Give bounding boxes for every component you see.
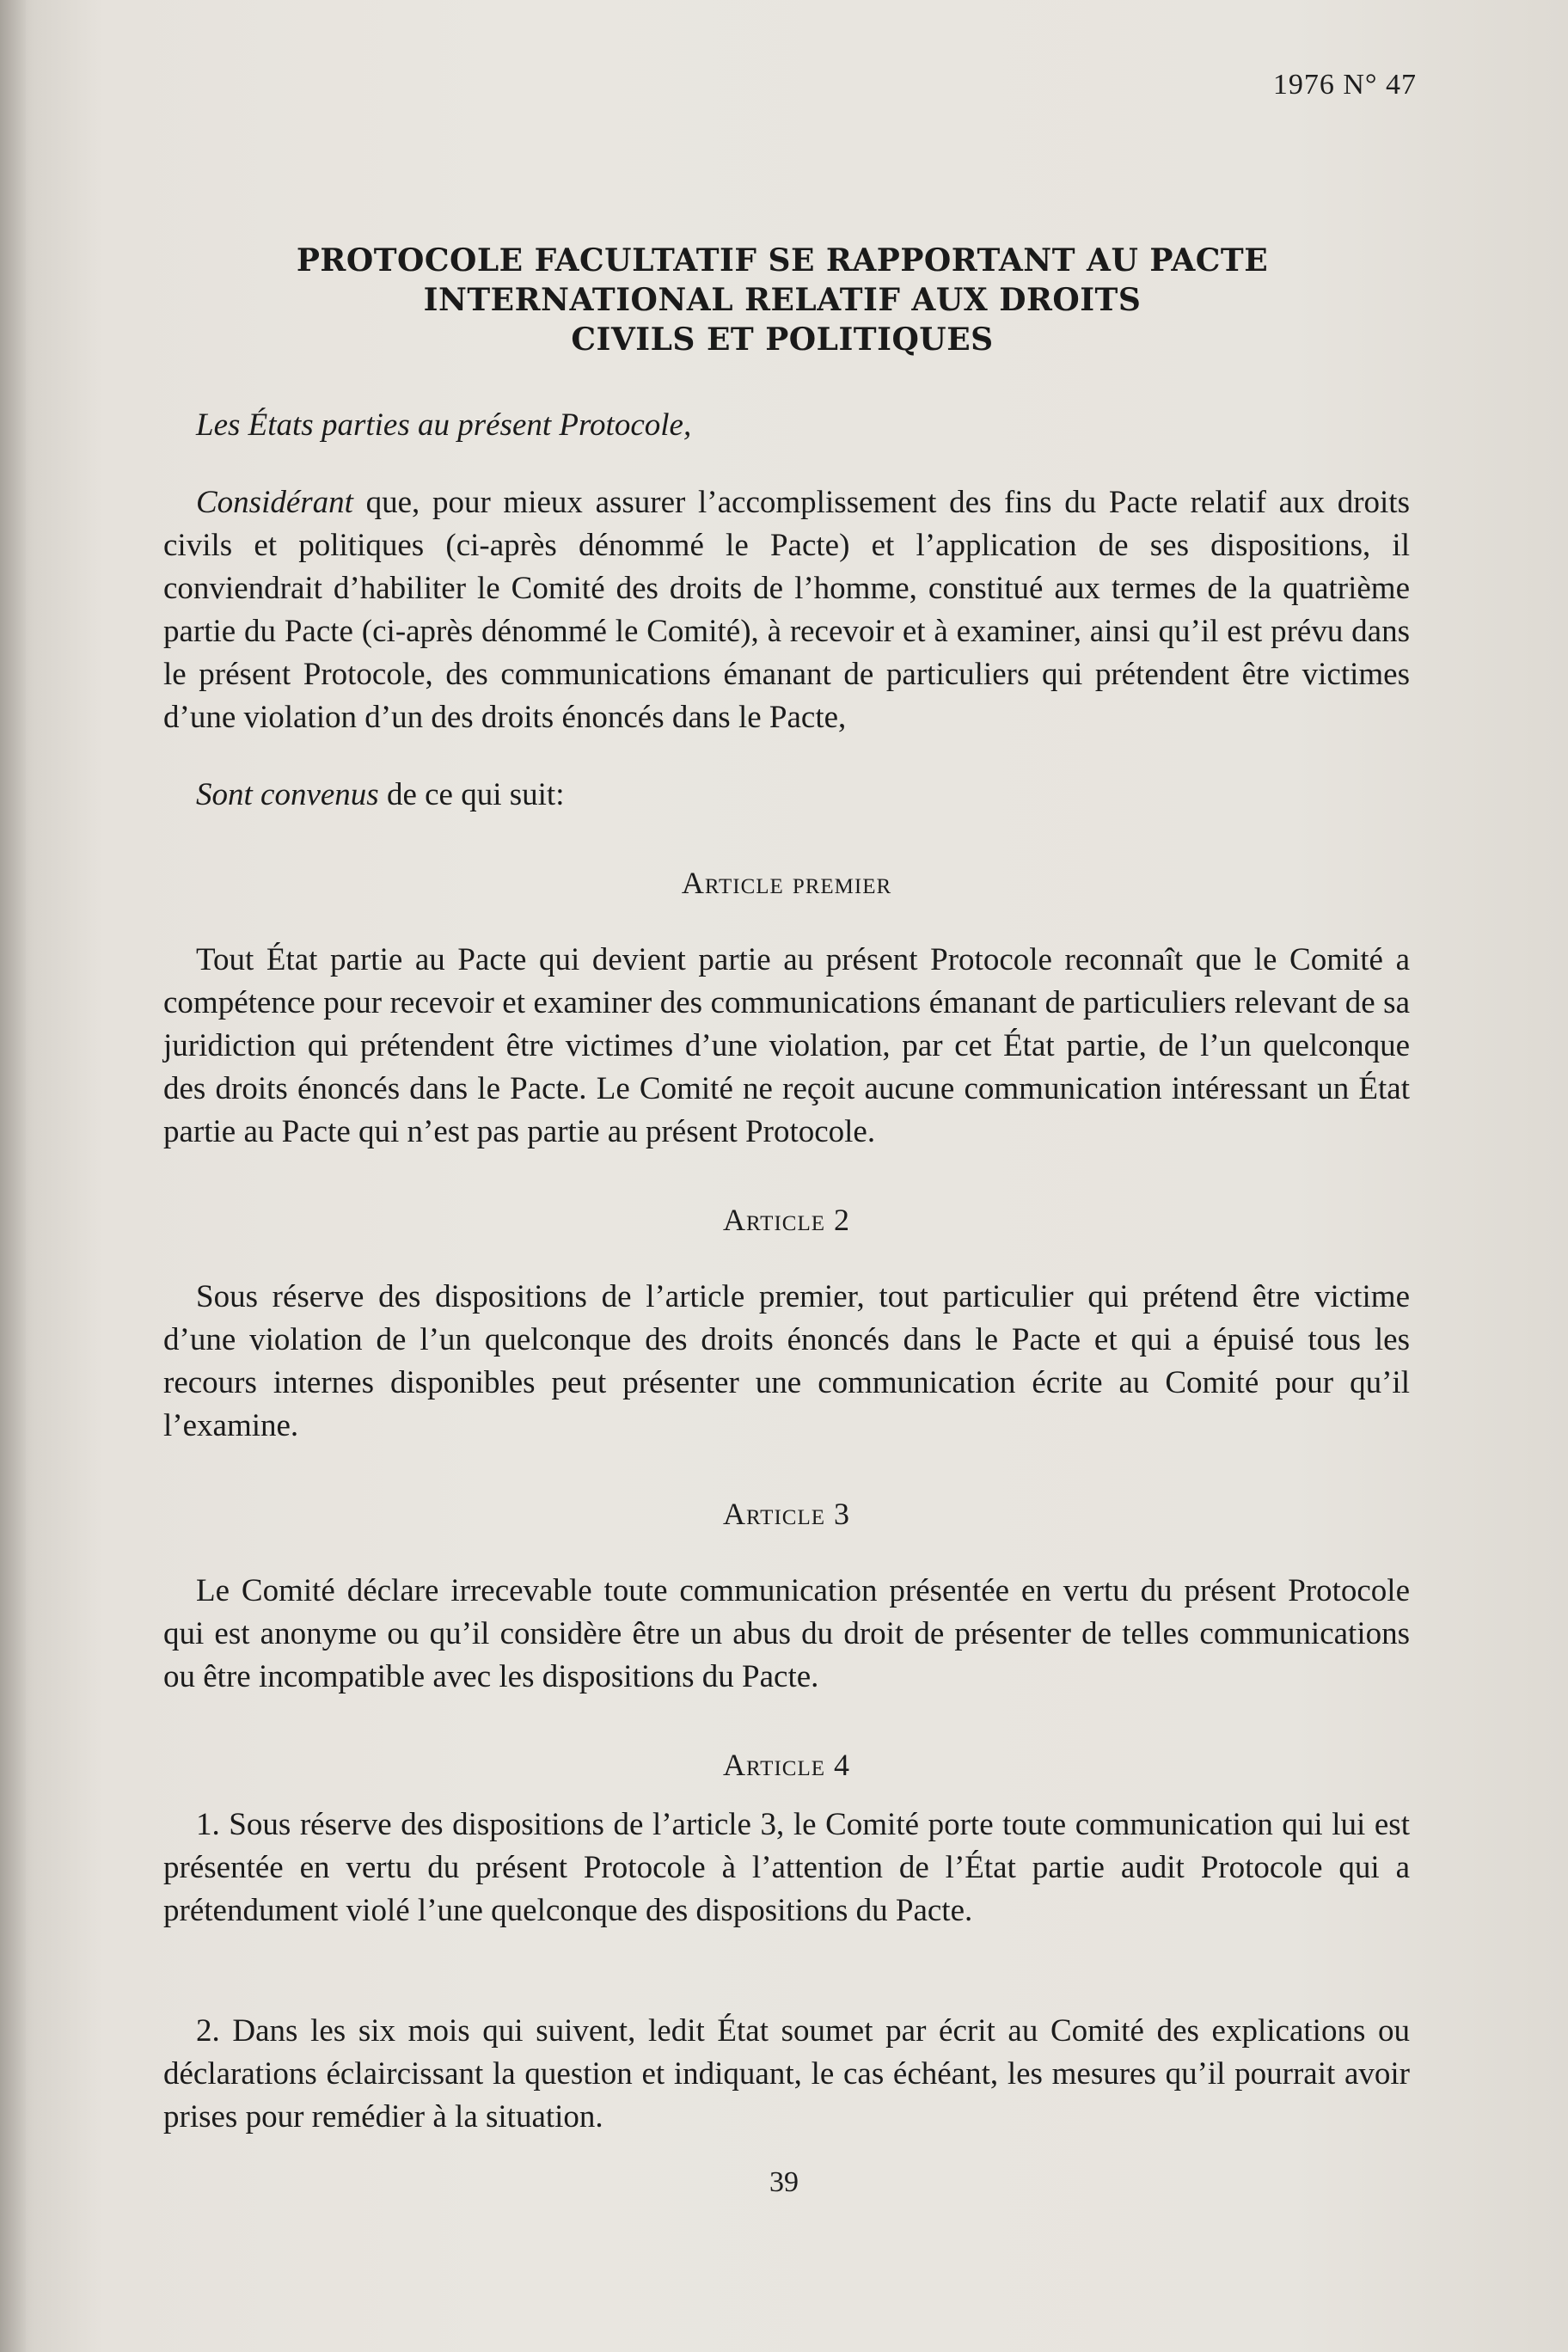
- title-line-3: CIVILS ET POLITIQUES: [571, 322, 994, 358]
- page-number: 39: [769, 2166, 799, 2198]
- considerant-lead: Considérant: [196, 485, 353, 520]
- article-1-text: Tout État partie au Pacte qui devient partie au présent Protocole reconnaît que le Comité a compétence pour recevoir et examiner des communications émanant de particuliers relevant de sa juridiction qui prétendent être victimes d’une violation, par cet État partie, de l’un quelconque des droits énoncés dans le Pacte. Le Comité ne reçoit aucune communication intéressant un État partie au Pacte qui n’est pas partie au présent Protocole.: [163, 942, 1410, 1149]
- article-4-heading: Article 4: [723, 1748, 850, 1782]
- article-1-heading: Article premier: [681, 866, 892, 900]
- article-4-paragraph-1: 1. Sous réserve des dispositions de l’article 3, le Comité porte toute communication qui lui est présentée en vertu du présent Protocole à l’attention de l’État partie audit Protocole qui a prétendument violé l’une quelconque des dispositions du Pacte.: [163, 1807, 1410, 1928]
- article-3-heading: Article 3: [723, 1497, 850, 1531]
- book-spine-shadow: [0, 0, 26, 2352]
- considerant-text: que, pour mieux assurer l’accomplissement des fins du Pacte relatif aux droits civils et politiques (ci-après dénommé le Pacte) et l’application de ses dispositions, il conviendrait d’habiliter le Comité des droits de l’homme, constitué aux termes de la quatrième partie du Pacte (ci-après dénommé le Comité), à recevoir et à examiner, ainsi qu’il est prévu dans le présent Protocole, des communications émanant de particuliers qui prétendent être victimes d’une violation d’un des droits énoncés dans le Pacte,: [163, 485, 1410, 735]
- document-title: [206, 241, 1358, 359]
- article-4-paragraph-2: 2. Dans les six mois qui suivent, ledit État soumet par écrit au Comité des explications ou déclarations éclaircissant la question et indiquant, le cas échéant, les mesures qu’il pourrait avoir prises pour remédier à la situation.: [163, 2013, 1410, 2135]
- convenus-paragraph: [163, 774, 1410, 817]
- convenus-text: de ce qui suit:: [378, 777, 565, 812]
- article-2-text: Sous réserve des dispositions de l’article premier, tout particulier qui prétend être victime d’une violation de l’un quelconque des droits énoncés dans le Pacte et qui a épuisé tous les recours internes disponibles peut présenter une communication écrite au Comité pour qu’il l’examine.: [163, 1279, 1410, 1443]
- document-reference: 1976 N° 47: [1272, 69, 1417, 101]
- document-body: [163, 404, 1410, 2139]
- convenus-lead: Sont convenus: [196, 777, 379, 812]
- title-line-2: INTERNATIONAL RELATIF AUX DROITS: [423, 282, 1142, 318]
- title-line-1: PROTOCOLE FACULTATIF SE RAPPORTANT AU PACTE: [296, 242, 1269, 279]
- considerant-paragraph: [163, 481, 1410, 739]
- article-2-heading: Article 2: [723, 1203, 850, 1237]
- preamble-opening: Les États parties au présent Protocole,: [196, 407, 692, 443]
- article-3-text: Le Comité déclare irrecevable toute communication présentée en vertu du présent Protocole qui est anonyme ou qu’il considère être un abus du droit de présenter de telles communications ou être incompatible avec les dispositions du Pacte.: [163, 1573, 1410, 1694]
